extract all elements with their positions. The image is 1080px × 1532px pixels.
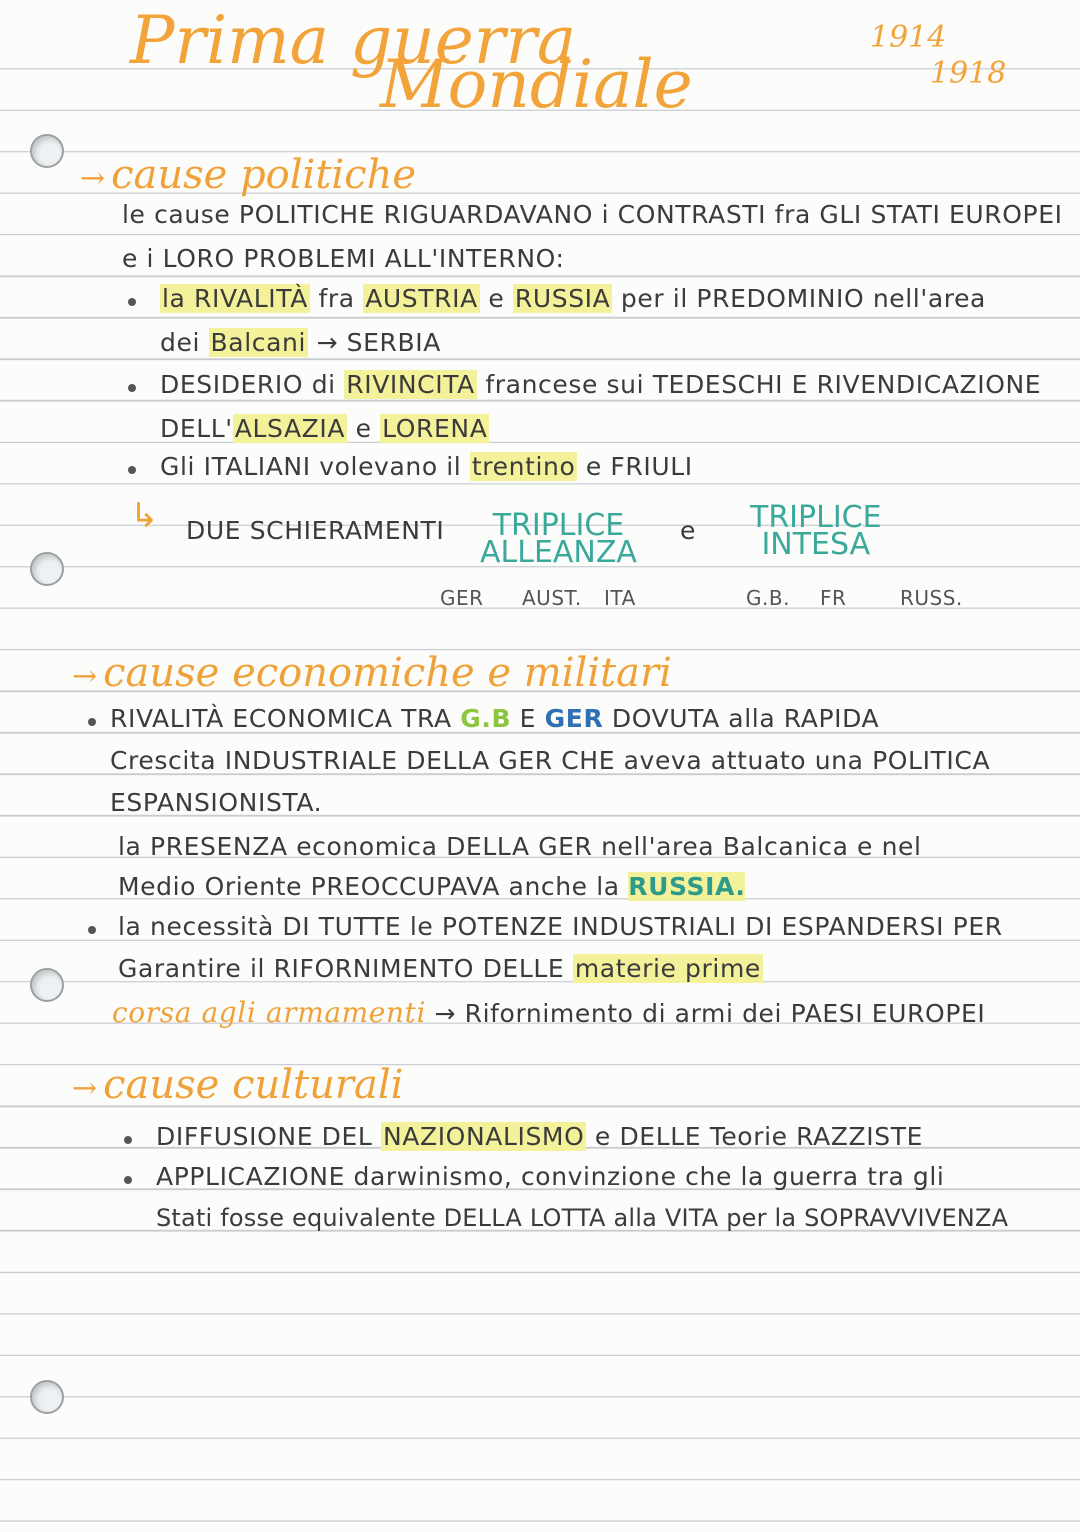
year-end: 1918 (930, 56, 1007, 91)
politiche-intro-line2: e i LORO PROBLEMI ALL'INTERNO: (122, 244, 565, 273)
bullet-dot (128, 466, 136, 474)
economiche-bullet2-line1: la necessità DI TUTTE le POTENZE INDUSTRIALI DI ESPANDERSI PER (118, 912, 1003, 941)
text-span: Balcani (210, 328, 307, 357)
economiche-bullet1-line1 (110, 704, 879, 733)
politiche-bullet1-line2 (160, 328, 441, 357)
culturali-bullet2-line2: Stati fosse equivalente DELLA LOTTA alla VITA per la SOPRAVVIVENZA (156, 1204, 1009, 1232)
binder-hole-4 (30, 1380, 64, 1414)
hook-arrow-icon: ↳ (130, 496, 159, 536)
alleanza-member-ger: GER (440, 586, 484, 610)
text-span: DOVUTA alla RAPIDA (603, 704, 880, 733)
binder-hole-1 (30, 134, 64, 168)
binder-hole-3 (30, 968, 64, 1002)
text-span: RIVINCITA (346, 370, 475, 399)
economiche-para2-line1: la PRESENZA economica DELLA GER nell'area Balcanica e nel (118, 832, 922, 861)
politiche-bullet3 (160, 452, 693, 481)
text-span: LORENA (382, 414, 488, 443)
text-line: TRIPLICE (492, 508, 625, 543)
text-span: NAZIONALISMO (382, 1122, 585, 1151)
text-span: → Rifornimento di armi dei PAESI EUROPEI (426, 999, 986, 1028)
heading-text: cause economiche e militari (103, 650, 672, 696)
text-span: trentino (471, 452, 576, 481)
politiche-bullet1-line1 (160, 284, 986, 313)
culturali-bullet1 (156, 1122, 923, 1151)
text-span: AUSTRIA (365, 284, 478, 313)
text-span: fra (309, 284, 364, 313)
politiche-bullet2-line1 (160, 370, 1041, 399)
text-span: per il PREDOMINIO nell'area (612, 284, 986, 313)
heading-text: cause culturali (103, 1062, 404, 1108)
text-span: e FRIULI (577, 452, 693, 481)
corsa-armamenti-line (112, 996, 985, 1029)
heading-text: cause politiche (111, 152, 417, 198)
intesa-member-fr: FR (820, 586, 847, 610)
text-span: Gli ITALIANI volevano il (160, 452, 470, 481)
bullet-dot (124, 1136, 132, 1144)
text-span: E (511, 704, 545, 733)
text-span: GER (544, 704, 604, 733)
text-span: la RIVALITÀ (162, 284, 308, 313)
schieramenti-label: DUE SCHIERAMENTI (186, 516, 445, 545)
text-span: materie prime (574, 954, 761, 983)
bullet-dot (88, 718, 96, 726)
text-span: RUSSIA (514, 284, 611, 313)
page-title-line2: Mondiale (380, 46, 693, 123)
text-span: francese sui TEDESCHI E RIVENDICAZIONE (476, 370, 1042, 399)
economiche-bullet2-line2 (118, 954, 763, 983)
section-heading-politiche (80, 152, 416, 198)
alleanza-member-aust: AUST. (522, 586, 582, 610)
arrow-right-icon: → (80, 161, 106, 196)
culturali-bullet2-line1: APPLICAZIONE darwinismo, convinzione che la guerra tra gli (156, 1162, 945, 1191)
text-span: Medio Oriente PREOCCUPAVA anche la (118, 872, 629, 901)
text-span: → SERBIA (308, 328, 441, 357)
arrow-right-icon: → (72, 659, 98, 694)
text-span: DESIDERIO di (160, 370, 345, 399)
text-line: ALLEANZA (480, 535, 637, 570)
text-span: Garantire il RIFORNIMENTO DELLE (118, 954, 573, 983)
text-line: INTESA (761, 527, 871, 562)
text-span: corsa agli armamenti (112, 996, 426, 1029)
text-span: e DELLE Teorie RAZZISTE (586, 1122, 923, 1151)
triplice-alleanza-label (480, 508, 637, 570)
and-connector: e (680, 516, 696, 545)
economiche-bullet1-line3: ESPANSIONISTA. (110, 788, 323, 817)
text-span: dei (160, 328, 209, 357)
page-title-line1: Prima guerra (130, 2, 577, 79)
intesa-member-gb: G.B. (746, 586, 790, 610)
economiche-para2-line2 (118, 872, 745, 901)
text-line: TRIPLICE (750, 500, 882, 535)
bullet-dot (88, 926, 96, 934)
text-span: ALSAZIA (234, 414, 346, 443)
section-heading-culturali (72, 1062, 403, 1108)
text-span: DELL' (160, 414, 233, 443)
arrow-right-icon: → (72, 1071, 98, 1106)
alleanza-member-ita: ITA (604, 586, 636, 610)
text-span: RUSSIA. (628, 872, 746, 901)
binder-hole-2 (30, 552, 64, 586)
text-span: G.B (460, 704, 512, 733)
politiche-intro-line1: le cause POLITICHE RIGUARDAVANO i CONTRASTI fra GLI STATI EUROPEI (122, 200, 1063, 229)
politiche-bullet2-line2 (160, 414, 489, 443)
triplice-intesa-label (750, 500, 882, 562)
text-span: DIFFUSIONE DEL (156, 1122, 381, 1151)
section-heading-economiche (72, 650, 672, 696)
bullet-dot (124, 1176, 132, 1184)
text-span: RIVALITÀ ECONOMICA TRA (110, 704, 461, 733)
intesa-member-russ: RUSS. (900, 586, 963, 610)
year-start: 1914 (870, 20, 947, 55)
text-span: e (347, 414, 381, 443)
text-span: e (479, 284, 513, 313)
bullet-dot (128, 298, 136, 306)
bullet-dot (128, 384, 136, 392)
economiche-bullet1-line2: Crescita INDUSTRIALE DELLA GER CHE aveva attuato una POLITICA (110, 746, 991, 775)
